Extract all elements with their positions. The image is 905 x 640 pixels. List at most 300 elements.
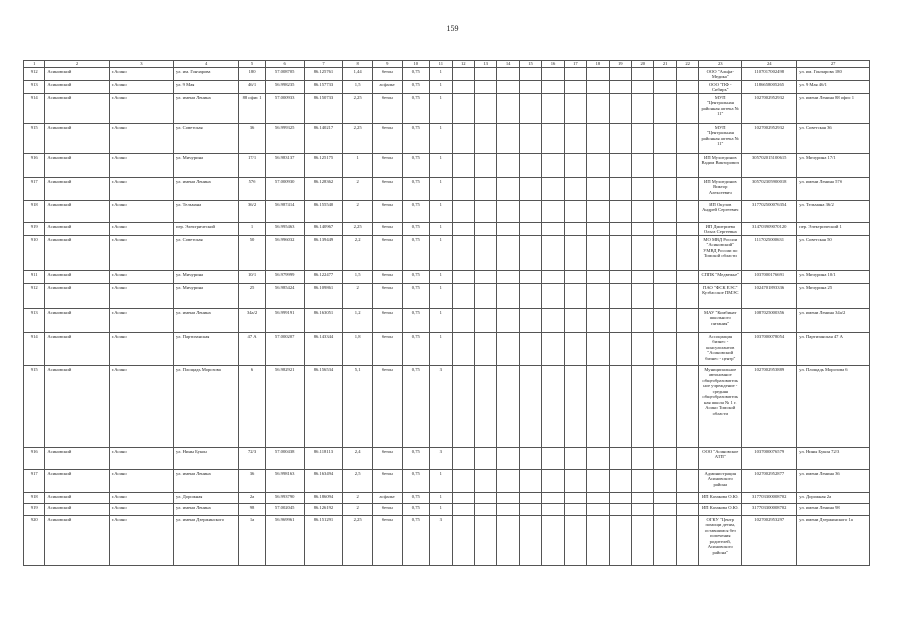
table-cell <box>632 365 654 447</box>
table-cell: бетон <box>372 200 402 222</box>
table-cell: 86.109861 <box>304 283 343 308</box>
table-cell <box>497 93 519 123</box>
column-number: 12 <box>452 61 474 68</box>
table-cell <box>519 515 541 565</box>
table-cell: 913 <box>24 308 45 332</box>
table-cell <box>452 93 474 123</box>
table-cell: г.Асино <box>109 235 173 270</box>
table-cell <box>497 469 519 492</box>
table-cell: Ассоциация бизнес - консультантов "Асиновский бизнес - центр" <box>699 332 742 365</box>
table-cell: 0,75 <box>402 503 430 515</box>
table-row <box>24 177 870 200</box>
table-row <box>24 308 870 332</box>
table-cell: ИП Мухитдинов Вадим Викторович <box>699 153 742 177</box>
table-cell: бетон <box>372 67 402 80</box>
table-cell <box>497 492 519 503</box>
table-cell <box>676 177 698 200</box>
table-row <box>24 123 870 153</box>
table-cell: бетон <box>372 332 402 365</box>
table-cell: ул. имени Дзержинского 1а <box>797 515 870 565</box>
table-cell: бетон <box>372 515 402 565</box>
table-cell <box>632 270 654 283</box>
table-cell <box>632 283 654 308</box>
table-cell <box>519 365 541 447</box>
table-cell: 916 <box>24 447 45 469</box>
table-cell: ИП Дмитриева Ольга Сергеевна <box>699 222 742 235</box>
table-cell: 920 <box>24 515 45 565</box>
table-cell: ул. имени Ленина 57б <box>797 177 870 200</box>
table-cell <box>519 447 541 469</box>
table-cell: г.Асино <box>109 332 173 365</box>
column-number: 8 <box>343 61 373 68</box>
table-cell <box>587 123 609 153</box>
table-cell: 86.156534 <box>304 365 343 447</box>
table-cell: 1027002952877 <box>742 469 797 492</box>
table-cell <box>452 67 474 80</box>
table-cell <box>632 503 654 515</box>
table-cell <box>474 123 496 153</box>
table-cell <box>564 270 586 283</box>
table-cell: бетон <box>372 447 402 469</box>
table-cell <box>654 67 676 80</box>
table-cell: Асиновский <box>45 469 109 492</box>
table-cell <box>609 365 631 447</box>
table-row <box>24 200 870 222</box>
table-cell: 1 <box>430 93 452 123</box>
table-cell: ул. Советская 50 <box>797 235 870 270</box>
table-cell <box>676 153 698 177</box>
table-cell <box>564 93 586 123</box>
table-cell <box>632 447 654 469</box>
table-cell <box>632 200 654 222</box>
table-cell <box>452 503 474 515</box>
table-cell: 2,4 <box>343 447 373 469</box>
table-cell: СППК "Медвежье" <box>699 270 742 283</box>
table-cell: 915 <box>24 123 45 153</box>
table-cell <box>474 80 496 93</box>
table-cell <box>609 515 631 565</box>
table-cell: 86.140217 <box>304 123 343 153</box>
column-number: 17 <box>564 61 586 68</box>
table-cell: Асиновский <box>45 235 109 270</box>
table-cell <box>564 222 586 235</box>
table-cell: 86.157733 <box>304 80 343 93</box>
table-cell: ул. имени Ленина <box>173 308 238 332</box>
table-cell <box>632 308 654 332</box>
table-cell <box>587 332 609 365</box>
table-cell <box>654 308 676 332</box>
table-cell: бетон <box>372 177 402 200</box>
table-cell: 0,75 <box>402 447 430 469</box>
table-cell: Асиновский <box>45 308 109 332</box>
table-cell: 0,75 <box>402 308 430 332</box>
table-cell: бетон <box>372 123 402 153</box>
table-cell <box>654 270 676 283</box>
table-cell: 36 <box>239 469 266 492</box>
table-cell <box>676 270 698 283</box>
table-cell: 914 <box>24 93 45 123</box>
table-cell: 1,8 <box>343 332 373 365</box>
table-cell <box>497 222 519 235</box>
table-cell: 0,75 <box>402 469 430 492</box>
table-cell <box>542 332 564 365</box>
table-cell: бетон <box>372 283 402 308</box>
table-cell: ул. Мичурина 25 <box>797 283 870 308</box>
column-number: 5 <box>239 61 266 68</box>
table-cell: 0,75 <box>402 270 430 283</box>
table-cell: г.Асино <box>109 222 173 235</box>
table-cell <box>654 447 676 469</box>
table-cell: ООО "ПФ - Сибирь" <box>699 80 742 93</box>
table-cell: ул. Советская <box>173 235 238 270</box>
table-cell: пер. Электрический <box>173 222 238 235</box>
table-cell: 25 <box>239 283 266 308</box>
table-cell <box>452 80 474 93</box>
table-cell: 916 <box>24 153 45 177</box>
table-cell: 86.139449 <box>304 235 343 270</box>
column-number: 14 <box>497 61 519 68</box>
table-cell: МУП "Центральная районная аптека № 11" <box>699 123 742 153</box>
table-cell: 50 <box>239 235 266 270</box>
registry-table <box>23 60 870 566</box>
table-cell: 2,25 <box>343 123 373 153</box>
table-cell: 2 <box>343 283 373 308</box>
table-cell <box>542 447 564 469</box>
table-cell: 2,2 <box>343 235 373 270</box>
table-cell <box>542 235 564 270</box>
table-cell: ул. Мичурина 10/1 <box>797 270 870 283</box>
column-number: 19 <box>609 61 631 68</box>
table-cell <box>497 365 519 447</box>
table-cell: 56.979999 <box>265 270 304 283</box>
table-cell: Асиновский <box>45 447 109 469</box>
table-cell: 1117025000631 <box>742 235 797 270</box>
table-cell <box>452 332 474 365</box>
table-cell: 2 <box>343 503 373 515</box>
table-cell: 86.155540 <box>304 200 343 222</box>
table-cell <box>497 332 519 365</box>
table-cell: ул. Нины Букон <box>173 447 238 469</box>
table-cell: 57.000438 <box>265 447 304 469</box>
table-cell: 1,5 <box>343 80 373 93</box>
table-cell: 0,75 <box>402 332 430 365</box>
table-cell <box>564 200 586 222</box>
column-number: 13 <box>474 61 496 68</box>
table-cell: 0,75 <box>402 492 430 503</box>
table-cell <box>587 153 609 177</box>
table-cell: ул. имени Ленина <box>173 503 238 515</box>
table-cell: 56.999325 <box>265 123 304 153</box>
table-cell <box>587 308 609 332</box>
table-cell <box>474 503 496 515</box>
table-cell <box>587 469 609 492</box>
table-cell: 1 <box>430 492 452 503</box>
table-cell: ИП Мухитдинов Виктор Алексеевич <box>699 177 742 200</box>
table-cell <box>676 365 698 447</box>
table-cell <box>542 515 564 565</box>
table-cell: 0,75 <box>402 283 430 308</box>
table-cell: 911 <box>24 270 45 283</box>
table-cell <box>519 200 541 222</box>
table-cell: 56.987414 <box>265 200 304 222</box>
table-row <box>24 222 870 235</box>
column-number: 1 <box>24 61 45 68</box>
table-cell: 2 <box>343 200 373 222</box>
table-cell: 86.126192 <box>304 503 343 515</box>
table-cell: ИП Окулов Андрей Сергеевич <box>699 200 742 222</box>
table-cell: 57.000930 <box>265 177 304 200</box>
table-cell: 0,75 <box>402 515 430 565</box>
table-cell <box>676 283 698 308</box>
table-cell: 3 <box>430 365 452 447</box>
table-cell <box>632 222 654 235</box>
table-cell: 918 <box>24 200 45 222</box>
table-cell <box>519 283 541 308</box>
table-cell <box>632 515 654 565</box>
table-cell: 2 <box>343 492 373 503</box>
table-cell <box>542 67 564 80</box>
table-cell <box>632 492 654 503</box>
table-cell: Асиновский <box>45 80 109 93</box>
table-cell: Асиновский <box>45 503 109 515</box>
table-cell: Асиновский <box>45 93 109 123</box>
table-cell <box>632 80 654 93</box>
table-cell: 915 <box>24 365 45 447</box>
table-cell <box>609 332 631 365</box>
table-cell: 1 <box>430 222 452 235</box>
column-number: 7 <box>304 61 343 68</box>
table-cell: 1027002952932 <box>742 93 797 123</box>
table-cell <box>587 365 609 447</box>
table-cell <box>587 80 609 93</box>
column-number: 24 <box>742 61 797 68</box>
table-cell: 912 <box>24 283 45 308</box>
table-cell: 2,5 <box>343 469 373 492</box>
table-cell <box>452 123 474 153</box>
table-cell <box>452 365 474 447</box>
table-cell <box>542 270 564 283</box>
table-cell <box>609 447 631 469</box>
table-cell <box>609 469 631 492</box>
table-cell <box>519 308 541 332</box>
table-cell <box>587 222 609 235</box>
table-cell <box>676 80 698 93</box>
table-cell: 86.163051 <box>304 308 343 332</box>
table-cell <box>519 80 541 93</box>
table-cell <box>542 123 564 153</box>
table-cell <box>474 177 496 200</box>
table-cell <box>474 308 496 332</box>
table-cell: 1037000176691 <box>742 270 797 283</box>
table-cell: 36 <box>239 123 266 153</box>
table-cell <box>609 222 631 235</box>
table-cell <box>497 447 519 469</box>
table-cell <box>654 123 676 153</box>
table-cell: ул. Партизанская 47 А <box>797 332 870 365</box>
table-cell <box>609 235 631 270</box>
table-cell <box>474 469 496 492</box>
table-cell <box>632 93 654 123</box>
table-cell: 1 <box>430 235 452 270</box>
table-cell: 919 <box>24 503 45 515</box>
table-cell <box>632 67 654 80</box>
table-cell: ул. имени Ленина <box>173 93 238 123</box>
table-cell: 1 <box>430 503 452 515</box>
table-cell <box>542 503 564 515</box>
table-cell <box>654 93 676 123</box>
table-cell: 36/2 <box>239 200 266 222</box>
table-cell: ул. Дорожная 2а <box>797 492 870 503</box>
table-cell <box>497 153 519 177</box>
table-cell: 56.998163 <box>265 469 304 492</box>
table-cell: 0,75 <box>402 80 430 93</box>
table-cell <box>654 283 676 308</box>
table-cell <box>609 308 631 332</box>
table-cell: 1 <box>430 80 452 93</box>
table-cell <box>497 80 519 93</box>
table-cell <box>452 469 474 492</box>
table-cell: 1,44 <box>343 67 373 80</box>
table-cell <box>474 332 496 365</box>
table-cell <box>519 503 541 515</box>
table-cell: ул. имени Ленина 34а/2 <box>797 308 870 332</box>
table-cell: ул. им. Гончарова 180 <box>797 67 870 80</box>
table-cell <box>564 80 586 93</box>
table-cell: г.Асино <box>109 177 173 200</box>
table-cell: г.Асино <box>109 200 173 222</box>
table-cell: г.Асино <box>109 283 173 308</box>
table-cell <box>564 308 586 332</box>
table-cell <box>587 503 609 515</box>
table-cell: бетон <box>372 222 402 235</box>
table-cell: Асиновский <box>45 67 109 80</box>
table-cell <box>676 235 698 270</box>
table-cell: асфальт <box>372 492 402 503</box>
table-cell: бетон <box>372 93 402 123</box>
table-cell: 2,25 <box>343 93 373 123</box>
table-cell: 917 <box>24 469 45 492</box>
table-cell <box>497 200 519 222</box>
table-cell <box>609 270 631 283</box>
table-cell <box>474 153 496 177</box>
table-cell: Асиновский <box>45 332 109 365</box>
table-cell: 910 <box>24 235 45 270</box>
table-cell: 912 <box>24 67 45 80</box>
table-cell <box>542 283 564 308</box>
table-cell <box>452 308 474 332</box>
table-row <box>24 80 870 93</box>
table-cell <box>609 153 631 177</box>
table-cell: 86.143344 <box>304 332 343 365</box>
table-cell <box>497 123 519 153</box>
table-cell <box>587 492 609 503</box>
table-cell: 1а <box>239 515 266 565</box>
column-number: 27 <box>797 61 870 68</box>
table-cell <box>519 469 541 492</box>
table-cell <box>474 270 496 283</box>
column-number: 4 <box>173 61 238 68</box>
table-cell: ул. 9 Мая 46/1 <box>797 80 870 93</box>
table-cell: 2,25 <box>343 515 373 565</box>
table-cell <box>564 492 586 503</box>
table-cell: бетон <box>372 365 402 447</box>
table-cell <box>587 270 609 283</box>
table-cell: 1037000078054 <box>742 332 797 365</box>
table-cell <box>452 235 474 270</box>
table-cell: ИП Казакова О.Ю. <box>699 503 742 515</box>
table-cell: 317702500076354 <box>742 200 797 222</box>
table-cell: 1 <box>239 222 266 235</box>
table-cell <box>676 447 698 469</box>
table-cell <box>452 222 474 235</box>
table-cell <box>564 235 586 270</box>
table-cell: г.Асино <box>109 515 173 565</box>
table-cell: 913 <box>24 80 45 93</box>
table-cell: 314703909070120 <box>742 222 797 235</box>
table-cell: 3 <box>430 515 452 565</box>
table-cell <box>564 283 586 308</box>
table-cell <box>609 283 631 308</box>
table-cell: 1186658005265 <box>742 80 797 93</box>
table-cell <box>587 235 609 270</box>
table-cell <box>587 93 609 123</box>
table-cell: 1 <box>430 67 452 80</box>
column-number: 6 <box>265 61 304 68</box>
table-cell <box>676 123 698 153</box>
table-cell <box>564 365 586 447</box>
table-cell: 305702015100615 <box>742 153 797 177</box>
column-number: 11 <box>430 61 452 68</box>
table-cell: 1027002953297 <box>742 515 797 565</box>
table-cell <box>632 153 654 177</box>
table-cell: 56.998235 <box>265 80 304 93</box>
table-cell: г.Асино <box>109 447 173 469</box>
table-row <box>24 153 870 177</box>
table-cell: Асиновский <box>45 153 109 177</box>
table-cell: ООО "Альфа-Медика" <box>699 67 742 80</box>
table-cell: 2 <box>343 177 373 200</box>
table-cell: ул. Советская 36 <box>797 123 870 153</box>
table-cell: г.Асино <box>109 153 173 177</box>
table-cell: г.Асино <box>109 270 173 283</box>
table-cell <box>542 80 564 93</box>
table-cell: 86.125761 <box>304 67 343 80</box>
table-cell: 180 <box>239 67 266 80</box>
table-cell: 6 <box>239 365 266 447</box>
table-cell <box>452 447 474 469</box>
table-cell: 57б <box>239 177 266 200</box>
table-cell: 1 <box>430 283 452 308</box>
table-cell <box>497 515 519 565</box>
table-cell: 0,75 <box>402 93 430 123</box>
table-cell <box>587 177 609 200</box>
table-cell <box>587 283 609 308</box>
table-cell: 34а/2 <box>239 308 266 332</box>
table-cell <box>542 200 564 222</box>
table-cell: 56.995463 <box>265 222 304 235</box>
column-number: 3 <box>109 61 173 68</box>
table-cell <box>474 235 496 270</box>
column-number: 16 <box>542 61 564 68</box>
column-number: 18 <box>587 61 609 68</box>
table-cell: 1,5 <box>343 270 373 283</box>
table-row <box>24 235 870 270</box>
table-row <box>24 503 870 515</box>
table-cell <box>632 469 654 492</box>
table-cell: ул. Мичурина <box>173 153 238 177</box>
table-cell: ИП Казакова О.Ю. <box>699 492 742 503</box>
table-cell: 56.983137 <box>265 153 304 177</box>
